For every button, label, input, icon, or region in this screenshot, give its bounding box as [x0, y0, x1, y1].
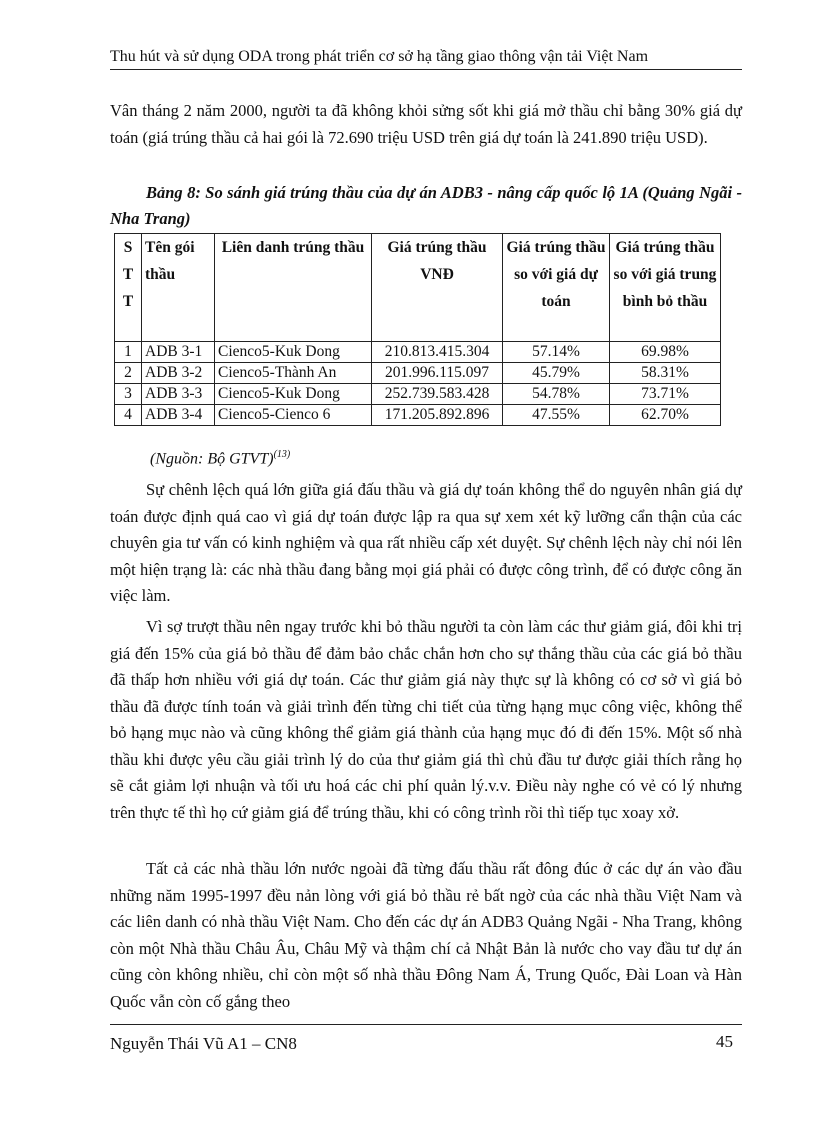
cell-vs-avg-bid: 73.71%	[610, 384, 721, 405]
header-consortium: Liên danh trúng thầu	[215, 234, 372, 342]
cell-price: 210.813.415.304	[372, 342, 503, 363]
running-header: Thu hút và sử dụng ODA trong phát triển cơ sở hạ tầng giao thông vận tải Việt Nam	[110, 48, 742, 70]
footer-author: Nguyễn Thái Vũ A1 – CN8	[110, 1034, 297, 1053]
cell-vs-estimate: 47.55%	[503, 405, 610, 426]
bid-comparison-table	[114, 233, 721, 426]
body-paragraph-1: Sự chênh lệch quá lớn giữa giá đấu thầu và giá dự toán không thể do nguyên nhân giá dự toán được định quá cao vì giá dự toán được lập ra qua sự xem xét kỹ lưỡng cẩn thận của các chuyên gia tư vấn có kinh nghiệm và qua rất nhiều cấp xét duyệt. Sự chênh lệch này chỉ nói lên một hiện trạng là: các nhà thầu đang bằng mọi giá phải có được công trình, để có được công ăn việc làm.	[110, 480, 742, 605]
source-reference: (13)	[273, 449, 291, 460]
header-price: Giá trúng thầu VNĐ	[372, 234, 503, 342]
cell-package: ADB 3-4	[142, 405, 215, 426]
header-package: Tên gói thầu	[142, 234, 215, 342]
cell-package: ADB 3-3	[142, 384, 215, 405]
cell-vs-estimate: 45.79%	[503, 363, 610, 384]
body-paragraph-2: Vì sợ trượt thầu nên ngay trước khi bỏ thầu người ta còn làm các thư giảm giá, đôi khi trị giá đến 15% của giá bỏ thầu để đảm bảo chắc chắn hơn cho sự thắng thầu của các giá bỏ thầu đã thấp hơn nhiều với giá dự toán. Các thư giảm giá này thực sự là không có cơ sở vì giá bỏ thầu đã được tính toán và giải trình đến từng chi tiết của từng hạng mục công việc, không thể bỏ hạng mục nào và cũng không thể giảm giá thành của hạng mục đó đi đến 15%. Một số nhà thầu khi được yêu cầu giải trình lý do của thư giảm giá thì chủ đầu tư được giải thích rằng họ sẽ cắt giảm lợi nhuận và tối ưu hoá các chi phí quản lý.v.v. Điều này nghe có vẻ có lý nhưng trên thực tế thì họ cứ giảm giá để trúng thầu, khi có công trình rồi thì tiếp tục xoay xở.	[110, 617, 742, 822]
source-text: (Nguồn: Bộ GTVT)	[150, 450, 274, 468]
header-stt: S T T	[115, 234, 142, 342]
intro-paragraph: Vân tháng 2 năm 2000, người ta đã không khỏi sửng sốt khi giá mở thầu chỉ bằng 30% giá dự toán (giá trúng thầu cả hai gói là 72.690 triệu USD trên giá dự toán là 241.890 triệu USD).	[110, 101, 742, 147]
cell-package: ADB 3-2	[142, 363, 215, 384]
footer-divider	[110, 1024, 742, 1025]
table-row	[115, 405, 721, 426]
cell-stt: 1	[115, 342, 142, 363]
cell-stt: 2	[115, 363, 142, 384]
cell-package: ADB 3-1	[142, 342, 215, 363]
cell-price: 201.996.115.097	[372, 363, 503, 384]
header-vs-avg-bid: Giá trúng thầu so với giá trung bình bỏ thầu	[610, 234, 721, 342]
table-caption: Bảng 8: So sánh giá trúng thầu của dự án ADB3 - nâng cấp quốc lộ 1A (Quảng Ngãi - Nha Trang)	[110, 183, 742, 228]
cell-price: 252.739.583.428	[372, 384, 503, 405]
header-vs-estimate: Giá trúng thầu so với giá dự toán	[503, 234, 610, 342]
cell-vs-avg-bid: 69.98%	[610, 342, 721, 363]
cell-consortium: Cienco5-Cienco 6	[215, 405, 372, 426]
body-paragraph-3: Tất cả các nhà thầu lớn nước ngoài đã từng đấu thầu rất đông đúc ở các dự án vào đầu những năm 1995-1997 đều nản lòng với giá bỏ thầu rẻ bất ngờ của các nhà thầu Việt Nam và các liên danh có nhà thầu Việt Nam. Cho đến các dự án ADB3 Quảng Ngãi - Nha Trang, không còn một Nhà thầu Châu Âu, Châu Mỹ và thậm chí cả Nhật Bản là nước cho vay đầu tư dự án cũng còn không nhiều, chỉ còn một số nhà thầu Đông Nam Á, Trung Quốc, Đài Loan và Hàn Quốc vẫn còn cố gắng theo	[110, 859, 742, 1011]
page-number: 45	[716, 1032, 733, 1051]
cell-stt: 4	[115, 405, 142, 426]
cell-consortium: Cienco5-Kuk Dong	[215, 384, 372, 405]
cell-vs-avg-bid: 58.31%	[610, 363, 721, 384]
cell-price: 171.205.892.896	[372, 405, 503, 426]
cell-consortium: Cienco5-Kuk Dong	[215, 342, 372, 363]
cell-vs-estimate: 54.78%	[503, 384, 610, 405]
table-source	[150, 449, 290, 468]
cell-vs-avg-bid: 62.70%	[610, 405, 721, 426]
cell-consortium: Cienco5-Thành An	[215, 363, 372, 384]
cell-vs-estimate: 57.14%	[503, 342, 610, 363]
table-row	[115, 384, 721, 405]
table-row	[115, 363, 721, 384]
table-row	[115, 342, 721, 363]
cell-stt: 3	[115, 384, 142, 405]
table-header-row	[115, 234, 721, 342]
